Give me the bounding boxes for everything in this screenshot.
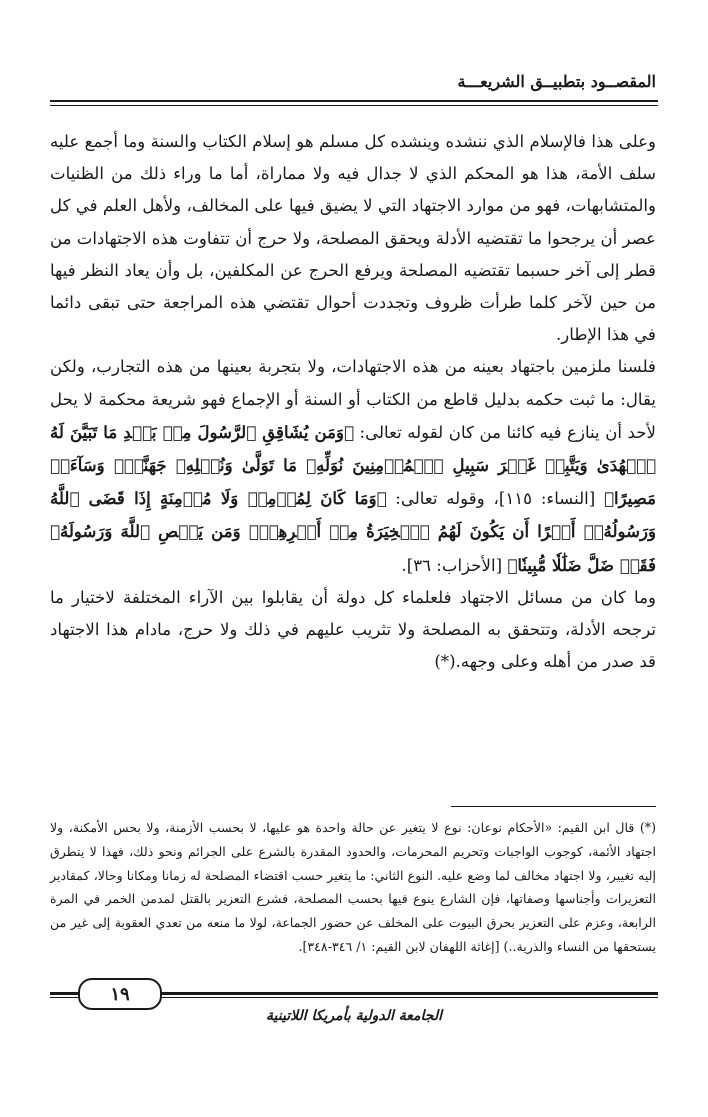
main-text — [50, 126, 656, 678]
header-rule — [50, 100, 658, 106]
paragraph-3: وما كان من مسائل الاجتهاد فلعلماء كل دولة أن يقابلوا بين الآراء المختلفة لاختيار ما ترجحه الأدلة، وتتحقق به المصلحة ولا تثريب عليهم في ذلك ولا حرج، مادام هذا الاجتهاد قد صدر من أهله وعلى وجهه.(*) — [50, 587, 656, 672]
running-header-title: المقصــود بتطبيــق الشريعـــة — [457, 72, 656, 91]
quran-verse-ahzab: ﴿وَمَا كَانَ لِمُؤۡمِنٖ وَلَا مُؤۡمِنَةٍ إِذَا قَضَى ٱللَّهُ وَرَسُولُهُۥٓ أَمۡرًا أَن يَكُونَ لَهُمُ ٱلۡخِيَرَةُ مِنۡ أَمۡرِهِمۡۗ وَمَن يَعۡصِ ٱللَّهَ وَرَسُولَهُۥ فَقَدۡ ضَلَّ ضَلَٰلٗا مُّبِينٗا﴾ — [50, 488, 656, 575]
verse-reference-nisa: [النساء: ١١٥]، وقوله تعالى: — [386, 489, 604, 509]
verse-reference-ahzab: [الأحزاب: ٣٦]. — [401, 555, 508, 575]
publisher-name: الجامعة الدولية بأمريكا اللاتينية — [266, 1008, 442, 1024]
footnote-separator — [451, 806, 656, 807]
paragraph-2 — [50, 351, 656, 581]
quran-verse-nisa: ﴿وَمَن يُشَاقِقِ ٱلرَّسُولَ مِنۢ بَعۡدِ مَا تَبَيَّنَ لَهُ ٱلۡهُدَىٰ وَيَتَّبِعۡ غَيۡرَ سَبِيلِ ٱلۡمُؤۡمِنِينَ نُوَلِّهِۦ مَا تَوَلَّىٰ وَنُصۡلِهِۦ جَهَنَّمَۖ وَسَآءَتۡ مَصِيرًا﴾ — [50, 421, 657, 509]
paragraph-2-intro: فلسنا ملزمين باجتهاد بعينه من هذه الاجتهادات، ولا بتجربة بعينها من هذه التجارب، ولكن يقال: ما ثبت حكمه بدليل قاطع من الكتاب أو السنة أو الإجماع فهو شريعة محكمة لا يحل لأحد أن ينازع فيه كائنا من كان لقوله تعالى: — [50, 357, 656, 442]
page-number: ١٩ — [78, 978, 162, 1010]
paragraph-1: وعلى هذا فالإسلام الذي ننشده وينشده كل مسلم هو إسلام الكتاب والسنة وما أجمع عليه سلف الأمة، هذا هو المحكم الذي لا جدال فيه ولا مماراة، أما ما وراء ذلك من الظنيات والمتشابهات، فهو من موارد الاجتهاد التي لا يضيق فيها على المخالف، ولأهل العلم في كل عصر أن يرجحوا ما تقتضيه الأدلة ويحقق المصلحة، ولا حرج أن تتفاوت هذه الاجتهادات من قطر إلى آخر حسبما تقتضيه المصلحة ويرفع الحرج عن المكلفين، بل وأن يعاد النظر فيها من حين لآخر كلما طرأت ظروف وتجددت أحوال تقتضي هذه المراجعة حتى تبقى دائما في هذا الإطار. — [50, 132, 656, 345]
footnote: (*) قال ابن القيم: «الأحكام نوعان: نوع لا يتغير عن حالة واحدة هو عليها، لا بحسب الأزمنة، ولا بحس الأمكنة، ولا اجتهاد الأئمة، كوجوب الواجبات وتحريم المحرمات، والحدود المقدرة بالشرع على الجرائم ونحو ذلك، فهذا لا يتطرق إليه تغيير، ولا اجتهاد مخالف لما وضع عليه. النوع الثاني: ما يتغير حسب اقتضاء المصلحة له زمانا ومكانا وحالا، كمقادير التعزيرات وأجناسها وصفاتها، فإن الشارع ينوع فيها بحسب المصلحة، فشرع التعزير بالقتل لمدمن الخمر في المرة الرابعة، وعزم على التعزير بحرق البيوت على المخلف عن حضور الجماعة، لولا ما منعه من تعدي العقوبة إلى غير من يستحقها من النساء والذرية..) [إغاثة اللهفان لابن القيم: ١/ ٣٤٦-٣٤٨]. — [50, 820, 656, 954]
